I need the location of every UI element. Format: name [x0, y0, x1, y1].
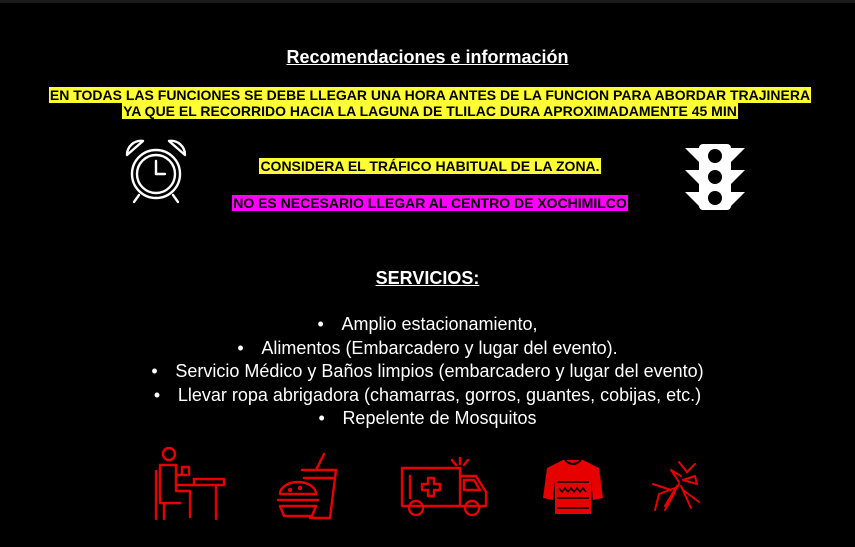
bullet: • [151, 361, 158, 381]
bullet: • [237, 337, 244, 358]
list-item [0, 313, 855, 337]
page-title: Recomendaciones e información [286, 47, 569, 67]
no-center-notice-text: NO ES NECESARIO LLEGAR AL CENTRO DE XOCHIMILCO [233, 195, 627, 211]
services-title: SERVICIOS: [375, 268, 480, 288]
sweater-icon [543, 458, 603, 516]
service-item-repellent: Repelente de Mosquitos [342, 408, 537, 428]
list-item [0, 360, 855, 384]
bullet: • [317, 314, 324, 334]
bullet: • [318, 408, 325, 428]
fast-food-icon [274, 450, 344, 522]
arrival-warning [46, 87, 814, 119]
service-item-parking: Amplio estacionamiento, [341, 314, 538, 334]
mosquito-icon [651, 458, 703, 514]
service-item-medical: Servicio Médico y Baños limpios (embarcadero y lugar del evento) [175, 361, 704, 381]
list-item [0, 407, 855, 431]
traffic-notice-text: CONSIDERA EL TRÁFICO HABITUAL DE LA ZONA. [260, 158, 600, 174]
service-item-food: Alimentos (Embarcadero y lugar del evento). [261, 337, 618, 358]
person-at-desk-icon [152, 445, 228, 523]
arrival-warning-text: EN TODAS LAS FUNCIONES SE DEBE LLEGAR UNA HORA ANTES DE LA FUNCION PARA ABORDAR TRAJINERA YA QUE EL RECORRIDO HACIA LA LAGUNA DE TLILAC DURA APROXIMADAMENTE 45 MIN [49, 87, 811, 119]
service-item-warm-clothes: Llevar ropa abrigadora (chamarras, gorros, guantes, cobijas, etc.) [177, 384, 702, 405]
traffic-light-icon [683, 142, 747, 212]
ambulance-icon [398, 456, 490, 520]
top-border [0, 0, 855, 3]
services-list [0, 313, 855, 433]
bullet: • [153, 384, 161, 405]
list-item [0, 337, 855, 361]
list-item [0, 384, 855, 408]
